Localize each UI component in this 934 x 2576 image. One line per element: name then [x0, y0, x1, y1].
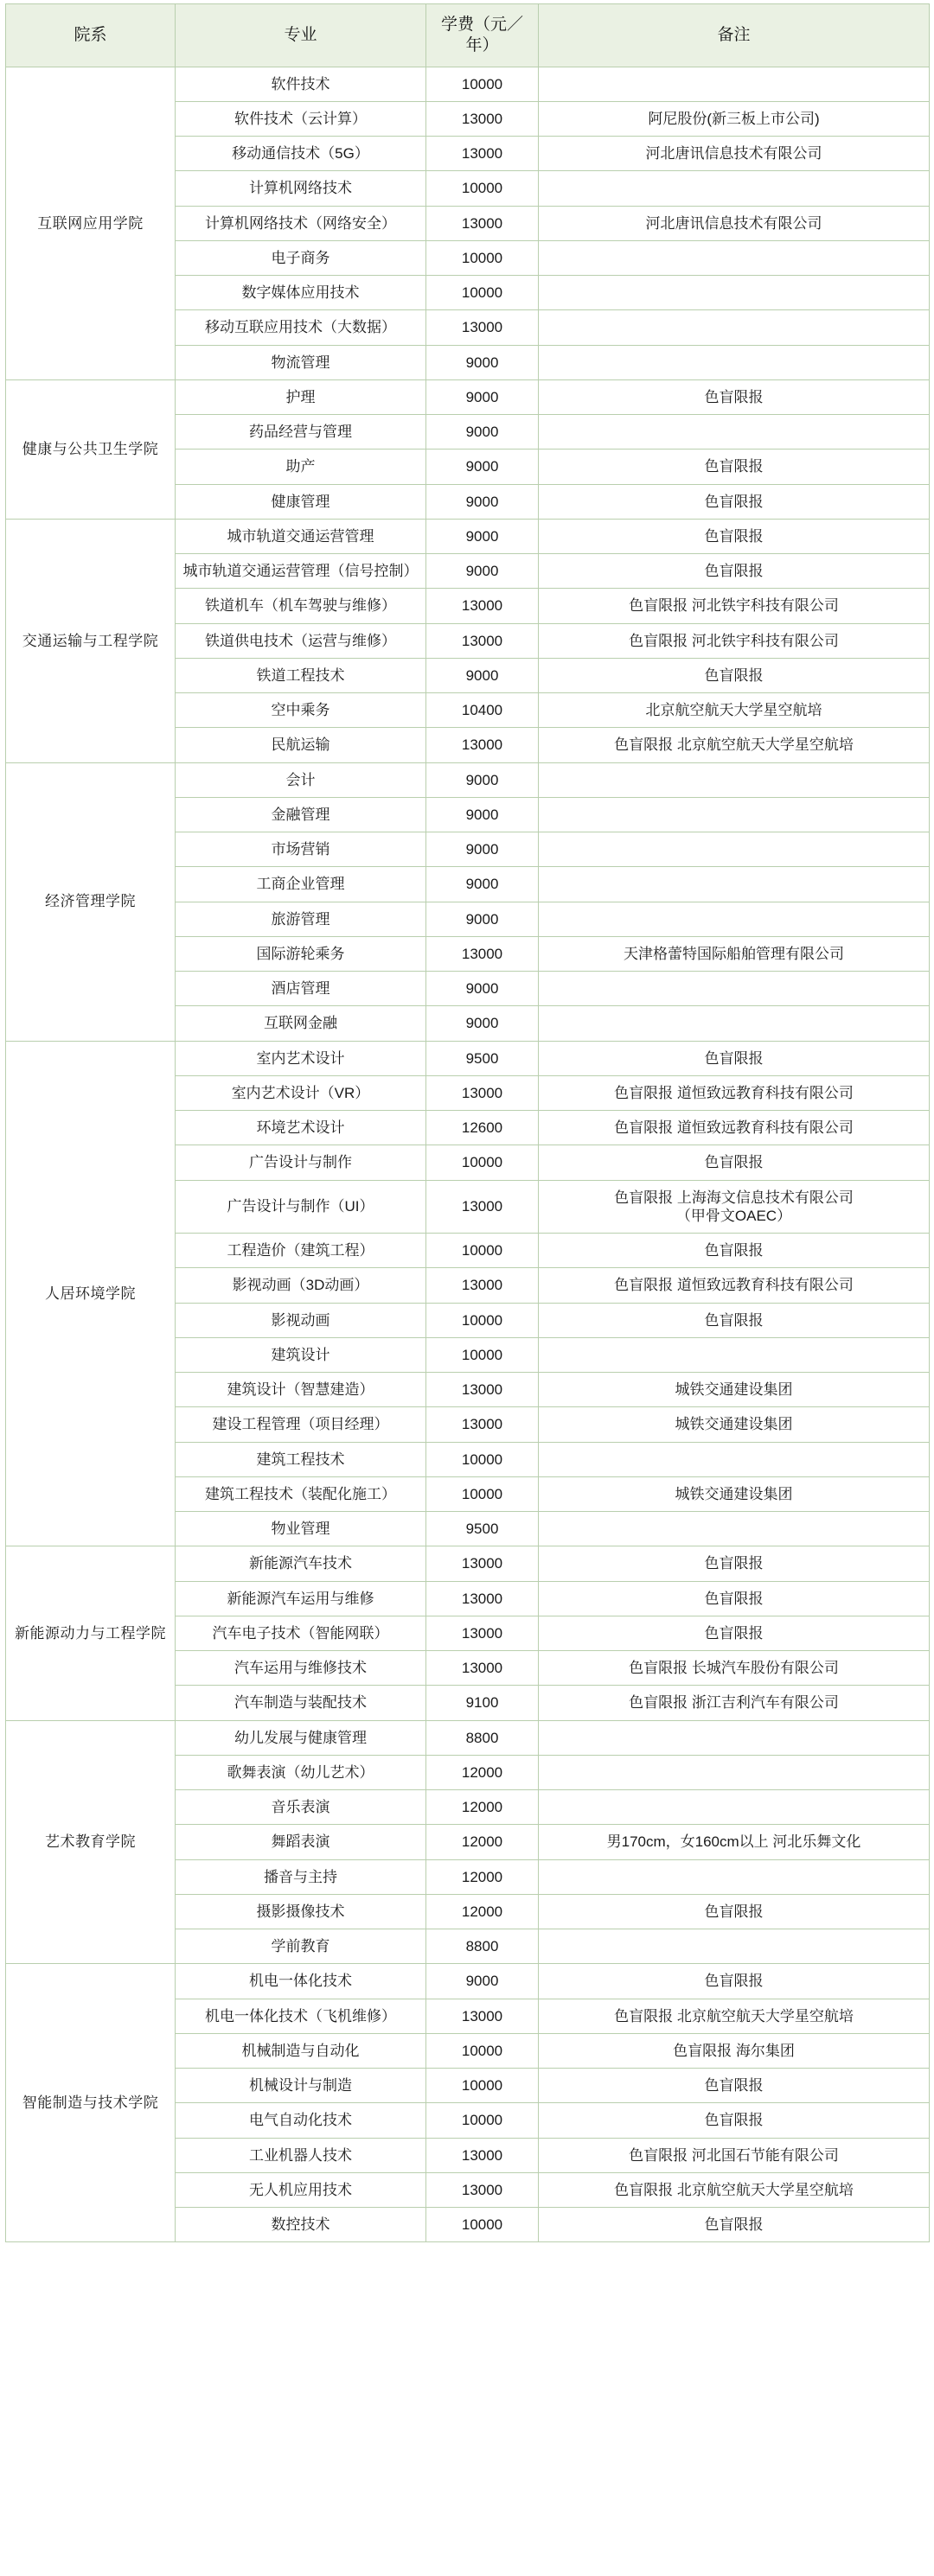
header-row — [6, 4, 930, 67]
note-cell — [539, 67, 930, 101]
fee-cell: 13000 — [426, 1546, 539, 1581]
note-cell — [539, 867, 930, 902]
fee-cell: 10000 — [426, 171, 539, 206]
table-row — [6, 762, 930, 797]
note-cell: 色盲限报 北京航空航天大学星空航培 — [539, 728, 930, 762]
fee-cell: 9000 — [426, 797, 539, 832]
department-cell: 智能制造与技术学院 — [6, 1964, 176, 2242]
note-cell: 色盲限报 — [539, 1964, 930, 1999]
fee-cell: 13000 — [426, 728, 539, 762]
note-cell — [539, 1755, 930, 1789]
major-cell: 软件技术 — [176, 67, 426, 101]
note-cell — [539, 902, 930, 936]
major-cell: 无人机应用技术 — [176, 2172, 426, 2207]
note-cell: 北京航空航天大学星空航培 — [539, 693, 930, 728]
note-cell: 色盲限报 — [539, 450, 930, 484]
fee-cell: 9000 — [426, 345, 539, 379]
major-cell: 健康管理 — [176, 484, 426, 519]
note-cell — [539, 276, 930, 310]
major-cell: 计算机网络技术 — [176, 171, 426, 206]
major-cell: 物流管理 — [176, 345, 426, 379]
table-row — [6, 379, 930, 414]
major-cell: 空中乘务 — [176, 693, 426, 728]
note-cell: 色盲限报 — [539, 1145, 930, 1180]
fee-cell: 9000 — [426, 832, 539, 867]
note-cell: 男170cm，女160cm以上 河北乐舞文化 — [539, 1825, 930, 1859]
note-cell — [539, 1929, 930, 1964]
note-cell — [539, 1859, 930, 1894]
note-cell: 色盲限报 — [539, 1616, 930, 1650]
header-fee: 学费（元／年） — [426, 4, 539, 67]
note-cell — [539, 762, 930, 797]
major-cell: 护理 — [176, 379, 426, 414]
fee-cell: 13000 — [426, 1373, 539, 1407]
note-cell: 色盲限报 — [539, 2103, 930, 2138]
fee-cell: 13000 — [426, 1268, 539, 1303]
fee-cell: 10000 — [426, 2069, 539, 2103]
fee-cell: 13000 — [426, 623, 539, 658]
major-cell: 机电一体化技术 — [176, 1964, 426, 1999]
major-cell: 助产 — [176, 450, 426, 484]
fee-cell: 13000 — [426, 2172, 539, 2207]
major-cell: 机械设计与制造 — [176, 2069, 426, 2103]
major-cell: 汽车电子技术（智能网联） — [176, 1616, 426, 1650]
major-cell: 药品经营与管理 — [176, 415, 426, 450]
major-cell: 电气自动化技术 — [176, 2103, 426, 2138]
major-cell: 影视动画 — [176, 1303, 426, 1337]
note-cell: 色盲限报 — [539, 2069, 930, 2103]
fee-cell: 9000 — [426, 658, 539, 692]
fee-cell: 13000 — [426, 1075, 539, 1110]
fee-cell: 13000 — [426, 1651, 539, 1686]
major-cell: 播音与主持 — [176, 1859, 426, 1894]
fee-cell: 9000 — [426, 415, 539, 450]
major-cell: 广告设计与制作（UI） — [176, 1180, 426, 1234]
fee-cell: 9100 — [426, 1686, 539, 1720]
major-cell: 互联网金融 — [176, 1006, 426, 1041]
note-cell: 色盲限报 长城汽车股份有限公司 — [539, 1651, 930, 1686]
major-cell: 幼儿发展与健康管理 — [176, 1720, 426, 1755]
note-line-2: （甲骨文OAEC） — [675, 1207, 792, 1224]
department-cell: 新能源动力与工程学院 — [6, 1546, 176, 1720]
major-cell: 学前教育 — [176, 1929, 426, 1964]
note-cell: 河北唐讯信息技术有限公司 — [539, 137, 930, 171]
major-cell: 新能源汽车运用与维修 — [176, 1581, 426, 1616]
major-cell: 城市轨道交通运营管理 — [176, 519, 426, 553]
major-cell: 机械制造与自动化 — [176, 2033, 426, 2068]
note-cell: 城铁交通建设集团 — [539, 1476, 930, 1511]
fee-cell: 8800 — [426, 1929, 539, 1964]
fee-cell: 9000 — [426, 1964, 539, 1999]
fee-cell: 9000 — [426, 902, 539, 936]
note-cell — [539, 415, 930, 450]
table-header — [6, 4, 930, 67]
note-cell: 色盲限报 — [539, 484, 930, 519]
fee-cell: 13000 — [426, 137, 539, 171]
department-cell: 互联网应用学院 — [6, 67, 176, 379]
note-cell: 色盲限报 道恒致远教育科技有限公司 — [539, 1268, 930, 1303]
major-cell: 环境艺术设计 — [176, 1111, 426, 1145]
major-cell: 数控技术 — [176, 2208, 426, 2242]
department-cell: 经济管理学院 — [6, 762, 176, 1041]
major-cell: 移动通信技术（5G） — [176, 137, 426, 171]
fee-cell: 9000 — [426, 1006, 539, 1041]
note-cell: 色盲限报 道恒致远教育科技有限公司 — [539, 1075, 930, 1110]
fee-cell: 12000 — [426, 1825, 539, 1859]
note-cell — [539, 1790, 930, 1825]
major-cell: 物业管理 — [176, 1512, 426, 1546]
major-cell: 国际游轮乘务 — [176, 936, 426, 971]
major-cell: 建设工程管理（项目经理） — [176, 1407, 426, 1442]
fee-cell: 10000 — [426, 1234, 539, 1268]
major-cell: 舞蹈表演 — [176, 1825, 426, 1859]
note-cell: 河北唐讯信息技术有限公司 — [539, 206, 930, 240]
fee-cell: 13000 — [426, 2138, 539, 2172]
major-cell: 机电一体化技术（飞机维修） — [176, 1999, 426, 2033]
fee-cell: 10000 — [426, 2033, 539, 2068]
department-cell: 交通运输与工程学院 — [6, 519, 176, 762]
fee-cell: 13000 — [426, 101, 539, 136]
note-cell — [539, 171, 930, 206]
fee-cell: 13000 — [426, 206, 539, 240]
major-cell: 广告设计与制作 — [176, 1145, 426, 1180]
header-major: 专业 — [176, 4, 426, 67]
fee-cell: 13000 — [426, 589, 539, 623]
fee-cell: 12000 — [426, 1790, 539, 1825]
major-cell: 歌舞表演（幼儿艺术） — [176, 1755, 426, 1789]
fee-cell: 9000 — [426, 519, 539, 553]
note-cell: 色盲限报 — [539, 554, 930, 589]
note-cell: 色盲限报 河北国石节能有限公司 — [539, 2138, 930, 2172]
major-cell: 室内艺术设计（VR） — [176, 1075, 426, 1110]
major-cell: 市场营销 — [176, 832, 426, 867]
fee-cell: 10000 — [426, 1145, 539, 1180]
note-cell — [539, 1337, 930, 1372]
fee-cell: 10000 — [426, 1303, 539, 1337]
note-cell — [539, 1180, 930, 1234]
fee-cell: 13000 — [426, 1581, 539, 1616]
fee-cell: 13000 — [426, 310, 539, 345]
fee-cell: 8800 — [426, 1720, 539, 1755]
fee-cell: 9000 — [426, 554, 539, 589]
note-cell: 色盲限报 — [539, 1546, 930, 1581]
major-cell: 建筑设计 — [176, 1337, 426, 1372]
note-cell — [539, 972, 930, 1006]
fee-cell: 12000 — [426, 1755, 539, 1789]
major-cell: 音乐表演 — [176, 1790, 426, 1825]
major-cell: 金融管理 — [176, 797, 426, 832]
department-cell: 人居环境学院 — [6, 1041, 176, 1546]
major-cell: 建筑工程技术 — [176, 1442, 426, 1476]
major-cell: 工业机器人技术 — [176, 2138, 426, 2172]
note-cell: 色盲限报 浙江吉利汽车有限公司 — [539, 1686, 930, 1720]
fee-cell: 13000 — [426, 936, 539, 971]
major-cell: 工商企业管理 — [176, 867, 426, 902]
fee-cell: 10000 — [426, 1476, 539, 1511]
fee-cell: 9500 — [426, 1512, 539, 1546]
major-cell: 酒店管理 — [176, 972, 426, 1006]
fee-cell: 9000 — [426, 450, 539, 484]
header-department: 院系 — [6, 4, 176, 67]
major-cell: 移动互联应用技术（大数据） — [176, 310, 426, 345]
fee-cell: 13000 — [426, 1407, 539, 1442]
header-note: 备注 — [539, 4, 930, 67]
department-cell: 艺术教育学院 — [6, 1720, 176, 1964]
note-cell: 色盲限报 — [539, 658, 930, 692]
fee-cell: 9500 — [426, 1041, 539, 1075]
note-line-1: 色盲限报 上海海文信息技术有限公司 — [614, 1189, 854, 1206]
note-cell: 色盲限报 — [539, 1303, 930, 1337]
fee-cell: 9000 — [426, 867, 539, 902]
tuition-table — [5, 3, 930, 2242]
fee-cell: 10400 — [426, 693, 539, 728]
major-cell: 旅游管理 — [176, 902, 426, 936]
major-cell: 工程造价（建筑工程） — [176, 1234, 426, 1268]
fee-cell: 10000 — [426, 2208, 539, 2242]
fee-cell: 13000 — [426, 1616, 539, 1650]
note-cell: 色盲限报 道恒致远教育科技有限公司 — [539, 1111, 930, 1145]
note-cell: 色盲限报 河北铁宇科技有限公司 — [539, 623, 930, 658]
note-cell: 阿尼股份(新三板上市公司) — [539, 101, 930, 136]
fee-cell: 12000 — [426, 1859, 539, 1894]
major-cell: 摄影摄像技术 — [176, 1894, 426, 1929]
fee-cell: 10000 — [426, 240, 539, 275]
fee-cell: 13000 — [426, 1999, 539, 2033]
fee-cell: 12600 — [426, 1111, 539, 1145]
note-cell: 色盲限报 河北铁宇科技有限公司 — [539, 589, 930, 623]
major-cell: 城市轨道交通运营管理（信号控制） — [176, 554, 426, 589]
major-cell: 新能源汽车技术 — [176, 1546, 426, 1581]
table-row — [6, 67, 930, 101]
major-cell: 民航运输 — [176, 728, 426, 762]
table-body — [6, 67, 930, 2242]
major-cell: 建筑设计（智慧建造） — [176, 1373, 426, 1407]
major-cell: 电子商务 — [176, 240, 426, 275]
major-cell: 会计 — [176, 762, 426, 797]
table-row — [6, 1041, 930, 1075]
fee-cell: 10000 — [426, 67, 539, 101]
note-cell — [539, 797, 930, 832]
major-cell: 汽车运用与维修技术 — [176, 1651, 426, 1686]
note-cell — [539, 1720, 930, 1755]
table-row — [6, 1720, 930, 1755]
note-cell — [539, 1442, 930, 1476]
fee-cell: 12000 — [426, 1894, 539, 1929]
note-cell: 色盲限报 — [539, 1041, 930, 1075]
table-row — [6, 519, 930, 553]
note-cell: 色盲限报 海尔集团 — [539, 2033, 930, 2068]
note-cell: 城铁交通建设集团 — [539, 1407, 930, 1442]
note-cell — [539, 345, 930, 379]
note-cell: 天津格蕾特国际船舶管理有限公司 — [539, 936, 930, 971]
note-cell — [539, 310, 930, 345]
fee-cell: 13000 — [426, 1180, 539, 1234]
fee-cell: 10000 — [426, 1337, 539, 1372]
table-row — [6, 1964, 930, 1999]
note-cell: 色盲限报 — [539, 379, 930, 414]
note-cell — [539, 832, 930, 867]
major-cell: 软件技术（云计算） — [176, 101, 426, 136]
note-cell — [539, 240, 930, 275]
major-cell: 汽车制造与装配技术 — [176, 1686, 426, 1720]
fee-cell: 9000 — [426, 972, 539, 1006]
fee-cell: 9000 — [426, 762, 539, 797]
note-cell: 色盲限报 北京航空航天大学星空航培 — [539, 2172, 930, 2207]
department-cell: 健康与公共卫生学院 — [6, 379, 176, 519]
major-cell: 室内艺术设计 — [176, 1041, 426, 1075]
major-cell: 计算机网络技术（网络安全） — [176, 206, 426, 240]
fee-cell: 9000 — [426, 379, 539, 414]
fee-cell: 10000 — [426, 1442, 539, 1476]
note-cell: 色盲限报 — [539, 1234, 930, 1268]
table-row — [6, 1546, 930, 1581]
note-cell: 城铁交通建设集团 — [539, 1373, 930, 1407]
major-cell: 铁道工程技术 — [176, 658, 426, 692]
note-cell: 色盲限报 — [539, 1581, 930, 1616]
fee-cell: 9000 — [426, 484, 539, 519]
note-cell — [539, 1512, 930, 1546]
note-cell: 色盲限报 — [539, 1894, 930, 1929]
major-cell: 铁道机车（机车驾驶与维修） — [176, 589, 426, 623]
major-cell: 建筑工程技术（装配化施工） — [176, 1476, 426, 1511]
major-cell: 影视动画（3D动画） — [176, 1268, 426, 1303]
major-cell: 数字媒体应用技术 — [176, 276, 426, 310]
note-cell: 色盲限报 — [539, 2208, 930, 2242]
note-cell: 色盲限报 北京航空航天大学星空航培 — [539, 1999, 930, 2033]
note-cell — [539, 1006, 930, 1041]
note-cell: 色盲限报 — [539, 519, 930, 553]
major-cell: 铁道供电技术（运营与维修） — [176, 623, 426, 658]
fee-cell: 10000 — [426, 276, 539, 310]
fee-cell: 10000 — [426, 2103, 539, 2138]
